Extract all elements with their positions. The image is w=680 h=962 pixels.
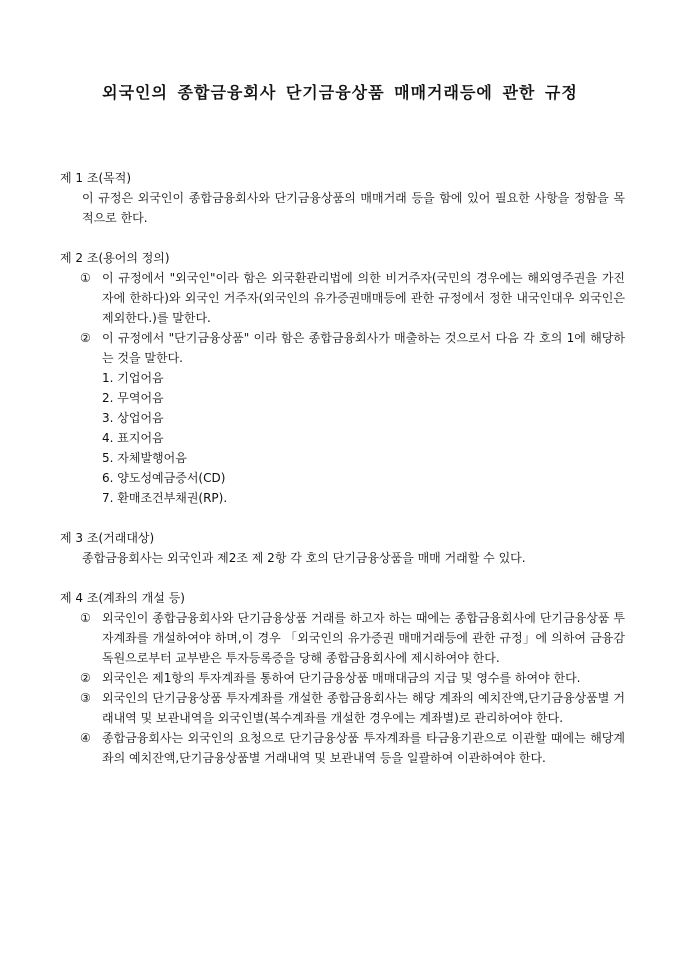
clause bbox=[60, 688, 625, 728]
clause-marker: ② bbox=[80, 671, 91, 685]
article-3 bbox=[60, 528, 625, 568]
document-body bbox=[60, 168, 625, 788]
clause-marker: ③ bbox=[80, 691, 91, 705]
clause bbox=[60, 268, 625, 328]
article-heading: 제 3 조(거래대상) bbox=[60, 531, 155, 545]
sub-item: 2. 무역어음 bbox=[102, 391, 164, 405]
sub-item: 7. 환매조건부채권(RP). bbox=[102, 491, 228, 505]
article-2 bbox=[60, 248, 625, 508]
document-title: 외국인의 종합금융회사 단기금융상품 매매거래등에 관한 규정 bbox=[102, 83, 578, 102]
clause-text: 이 규정에서 "단기금융상품" 이라 함은 종합금융회사가 매출하는 것으로서 다음 각 호의 1에 해당하는 것을 말한다. bbox=[102, 331, 625, 365]
clause-marker: ① bbox=[80, 271, 91, 285]
clause-text: 종합금융회사는 외국인의 요청으로 단기금융상품 투자계좌를 타금융기관으로 이관할 때에는 해당계좌의 예치잔액,단기금융상품별 거래내역 및 보관내역 등을 일괄하여 이관하여야 한다. bbox=[102, 731, 625, 765]
clause bbox=[60, 328, 625, 368]
clause bbox=[60, 608, 625, 668]
article-heading: 제 4 조(계좌의 개설 등) bbox=[60, 591, 185, 605]
sub-item: 4. 표지어음 bbox=[102, 431, 164, 445]
sub-item: 5. 자체발행어음 bbox=[102, 451, 187, 465]
clause-text: 이 규정에서 "외국인"이라 함은 외국환관리법에 의한 비거주자(국민의 경우에는 해외영주권을 가진 자에 한하다)와 외국인 거주자(외국인의 유가증권매매등에 관한 규정에서 정한 내국인대우 외국인은 제외한다.)를 말한다. bbox=[102, 271, 625, 325]
clause-text: 외국인은 제1항의 투자계좌를 통하여 단기금융상품 매매대금의 지급 및 영수를 하여야 한다. bbox=[102, 671, 581, 685]
clause-marker: ② bbox=[80, 331, 91, 345]
article-1 bbox=[60, 168, 625, 228]
sub-item: 1. 기업어음 bbox=[102, 371, 164, 385]
sub-item-list bbox=[60, 368, 625, 508]
article-text: 종합금융회사는 외국인과 제2조 제 2항 각 호의 단기금융상품을 매매 거래할 수 있다. bbox=[82, 551, 526, 565]
clause-marker: ④ bbox=[80, 731, 91, 745]
clause bbox=[60, 668, 625, 688]
sub-item: 3. 상업어음 bbox=[102, 411, 164, 425]
article-heading: 제 1 조(목적) bbox=[60, 171, 131, 185]
clause-text: 외국인이 종합금융회사와 단기금융상품 거래를 하고자 하는 때에는 종합금융회사에 단기금융상품 투자계좌를 개설하여야 하며,이 경우 「외국인의 유가증권 매매거래등에 관한 규정」에 의하여 금융감독원으로부터 교부받은 투자등록증을 당해 종합금융회사에 제시하여야 한다. bbox=[102, 611, 625, 665]
clause-marker: ① bbox=[80, 611, 91, 625]
clause bbox=[60, 728, 625, 768]
sub-item: 6. 양도성예금증서(CD) bbox=[102, 471, 226, 485]
article-4 bbox=[60, 588, 625, 768]
clause-text: 외국인의 단기금융상품 투자계좌를 개설한 종합금융회사는 해당 계좌의 예치잔액,단기금융상품별 거래내역 및 보관내역을 외국인별(복수계좌를 개설한 경우에는 계좌별)로 관리하여야 한다. bbox=[102, 691, 625, 725]
article-heading: 제 2 조(용어의 정의) bbox=[60, 251, 170, 265]
article-text: 이 규정은 외국인이 종합금융회사와 단기금융상품의 매매거래 등을 함에 있어 필요한 사항을 정함을 목적으로 한다. bbox=[82, 191, 625, 225]
